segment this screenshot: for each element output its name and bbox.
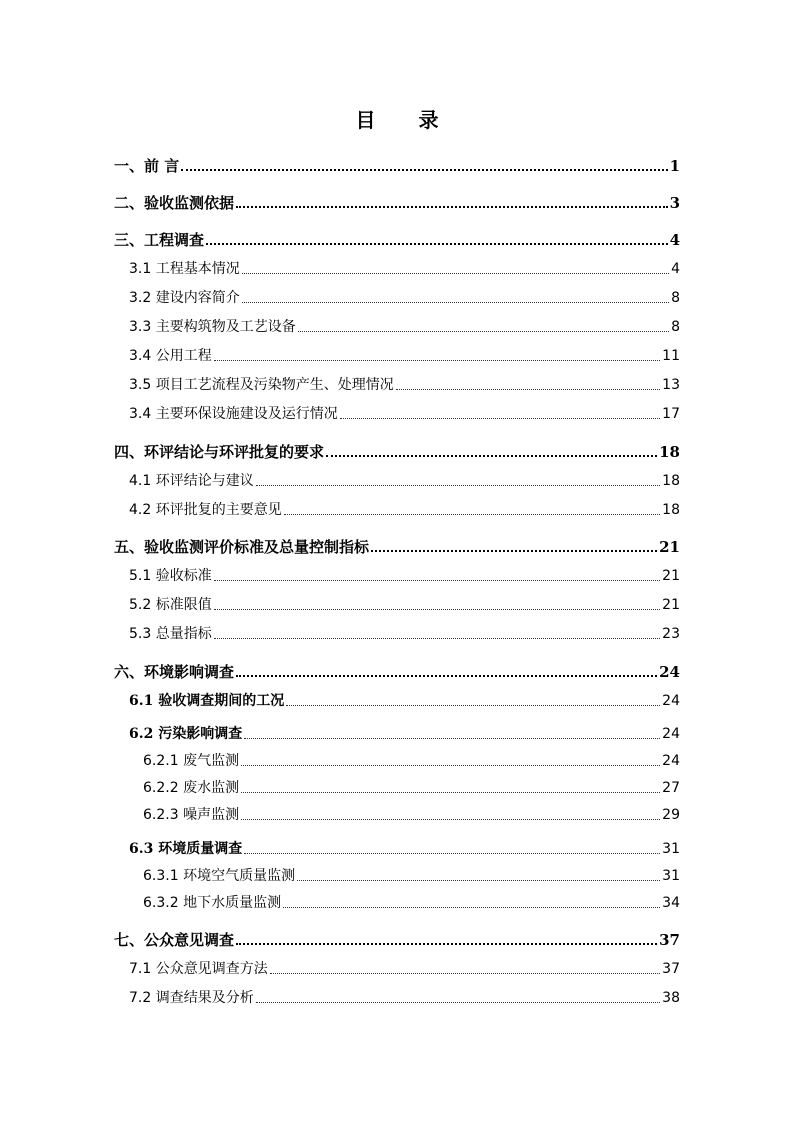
toc-entry-label: 一、前 言 (114, 157, 180, 175)
toc-entry-4-2[interactable] (129, 500, 680, 520)
toc-dot-leader (236, 206, 668, 208)
toc-entry-page: 34 (662, 895, 680, 911)
toc-entry-page: 24 (659, 663, 680, 681)
toc-entry-impact-survey[interactable] (114, 662, 680, 682)
toc-entry-label: 3.1 工程基本情况 (129, 261, 240, 277)
toc-entry-page: 13 (662, 377, 680, 393)
toc-entry-page: 18 (662, 502, 680, 518)
toc-entry-label: 六、环境影响调查 (114, 663, 235, 681)
toc-dot-leader (286, 705, 660, 706)
toc-entry-label: 3.4 公用工程 (129, 348, 212, 364)
toc-entry-basis[interactable] (114, 193, 680, 213)
toc-dot-leader (236, 943, 657, 945)
toc-entry-label: 3.5 项目工艺流程及污染物产生、处理情况 (129, 377, 394, 393)
toc-entry-6-2[interactable] (129, 724, 680, 744)
toc-dot-leader (214, 638, 660, 639)
toc-entry-3-4[interactable] (129, 346, 680, 366)
toc-entry-label: 3.3 主要构筑物及工艺设备 (129, 319, 296, 335)
toc-entry-6-2-3[interactable] (143, 805, 680, 825)
toc-entry-label: 6.2.3 噪声监测 (143, 807, 240, 823)
toc-entry-label: 7.2 调查结果及分析 (129, 990, 254, 1006)
toc-entry-label: 5.1 验收标准 (129, 568, 212, 584)
toc-entry-3-4-env[interactable] (129, 404, 680, 424)
toc-dot-leader (244, 738, 660, 739)
toc-entry-label: 7.1 公众意见调查方法 (129, 961, 268, 977)
toc-entry-3-5[interactable] (129, 375, 680, 395)
toc-entry-page: 18 (659, 443, 680, 461)
toc-entry-4-1[interactable] (129, 471, 680, 491)
toc-entry-label: 6.2 污染影响调查 (129, 726, 243, 742)
toc-dot-leader (270, 973, 660, 974)
toc-entry-label: 4.1 环评结论与建议 (129, 473, 254, 489)
toc-entry-page: 8 (671, 290, 680, 306)
toc-entry-5-3[interactable] (129, 624, 680, 644)
toc-entry-page: 37 (662, 961, 680, 977)
toc-dot-leader (297, 880, 660, 881)
toc-dot-leader (241, 819, 660, 820)
toc-entry-label: 4.2 环评批复的主要意见 (129, 502, 282, 518)
toc-entry-standards[interactable] (114, 537, 680, 557)
toc-entry-page: 17 (662, 406, 680, 422)
toc-entry-label: 5.2 标准限值 (129, 597, 212, 613)
toc-dot-leader (214, 360, 660, 361)
toc-entry-label: 七、公众意见调查 (114, 931, 235, 949)
toc-entry-page: 1 (669, 157, 680, 175)
toc-entry-5-2[interactable] (129, 595, 680, 615)
toc-entry-page: 24 (662, 693, 680, 709)
toc-dot-leader (396, 389, 660, 390)
toc-entry-label: 6.3 环境质量调查 (129, 841, 243, 857)
toc-entry-page: 18 (662, 473, 680, 489)
toc-dot-leader (236, 675, 657, 677)
toc-dot-leader (242, 273, 669, 274)
toc-dot-leader (242, 302, 669, 303)
toc-dot-leader (340, 418, 660, 419)
toc-entry-7-1[interactable] (129, 959, 680, 979)
toc-entry-page: 21 (662, 568, 680, 584)
toc-entry-6-2-2[interactable] (143, 778, 680, 798)
toc-entry-5-1[interactable] (129, 566, 680, 586)
toc-entry-page: 29 (662, 807, 680, 823)
toc-entry-public-opinion[interactable] (114, 930, 680, 950)
toc-entry-7-2[interactable] (129, 988, 680, 1008)
toc-entry-6-3-1[interactable] (143, 866, 680, 886)
toc-dot-leader (214, 580, 660, 581)
toc-entry-page: 31 (662, 841, 680, 857)
toc-entry-page: 31 (662, 868, 680, 884)
toc-entry-page: 24 (662, 753, 680, 769)
toc-dot-leader (256, 485, 660, 486)
toc-dot-leader (256, 1002, 660, 1003)
toc-entry-page: 23 (662, 626, 680, 642)
toc-entry-label: 5.3 总量指标 (129, 626, 212, 642)
toc-entry-label: 6.1 验收调查期间的工况 (129, 693, 285, 709)
toc-entry-6-3-2[interactable] (143, 893, 680, 913)
toc-entry-eia[interactable] (114, 442, 680, 462)
toc-entry-6-3[interactable] (129, 839, 680, 859)
toc-entry-label: 三、工程调查 (114, 231, 205, 249)
toc-entry-label: 6.3.2 地下水质量监测 (143, 895, 282, 911)
toc-entry-page: 4 (671, 261, 680, 277)
toc-entry-label: 五、验收监测评价标准及总量控制指标 (114, 538, 370, 556)
toc-dot-leader (371, 550, 657, 552)
toc-entry-project-survey[interactable] (114, 230, 680, 250)
toc-entry-page: 3 (669, 194, 680, 212)
toc-entry-label: 6.3.1 环境空气质量监测 (143, 868, 296, 884)
toc-dot-leader (241, 765, 660, 766)
toc-dot-leader (241, 792, 660, 793)
toc-entry-label: 二、验收监测依据 (114, 194, 235, 212)
toc-entry-page: 4 (669, 231, 680, 249)
toc-entry-label: 3.2 建设内容简介 (129, 290, 240, 306)
toc-dot-leader (298, 331, 669, 332)
toc-entry-page: 8 (671, 319, 680, 335)
toc-entry-label: 6.2.2 废水监测 (143, 780, 240, 796)
toc-dot-leader (283, 907, 660, 908)
toc-entry-page: 21 (659, 538, 680, 556)
toc-entry-3-1[interactable] (129, 259, 680, 279)
toc-dot-leader (181, 169, 667, 171)
toc-dot-leader (284, 514, 660, 515)
toc-entry-label: 四、环评结论与环评批复的要求 (114, 443, 325, 461)
toc-entry-6-2-1[interactable] (143, 751, 680, 771)
toc-entry-page: 21 (662, 597, 680, 613)
toc-dot-leader (206, 243, 668, 245)
toc-dot-leader (326, 455, 657, 457)
toc-entry-page: 11 (662, 348, 680, 364)
toc-entry-6-1[interactable] (129, 691, 680, 711)
toc-entry-label: 6.2.1 废气监测 (143, 753, 240, 769)
toc-entry-3-3[interactable] (129, 317, 680, 337)
toc-entry-page: 38 (662, 990, 680, 1006)
toc-entry-preface[interactable] (114, 156, 680, 176)
toc-entry-page: 24 (662, 726, 680, 742)
page-title: 目 录 (355, 108, 457, 132)
toc-entry-3-2[interactable] (129, 288, 680, 308)
toc-entry-page: 27 (662, 780, 680, 796)
toc-entry-page: 37 (659, 931, 680, 949)
toc-dot-leader (244, 853, 660, 854)
toc-dot-leader (214, 609, 660, 610)
toc-entry-label: 3.4 主要环保设施建设及运行情况 (129, 406, 338, 422)
